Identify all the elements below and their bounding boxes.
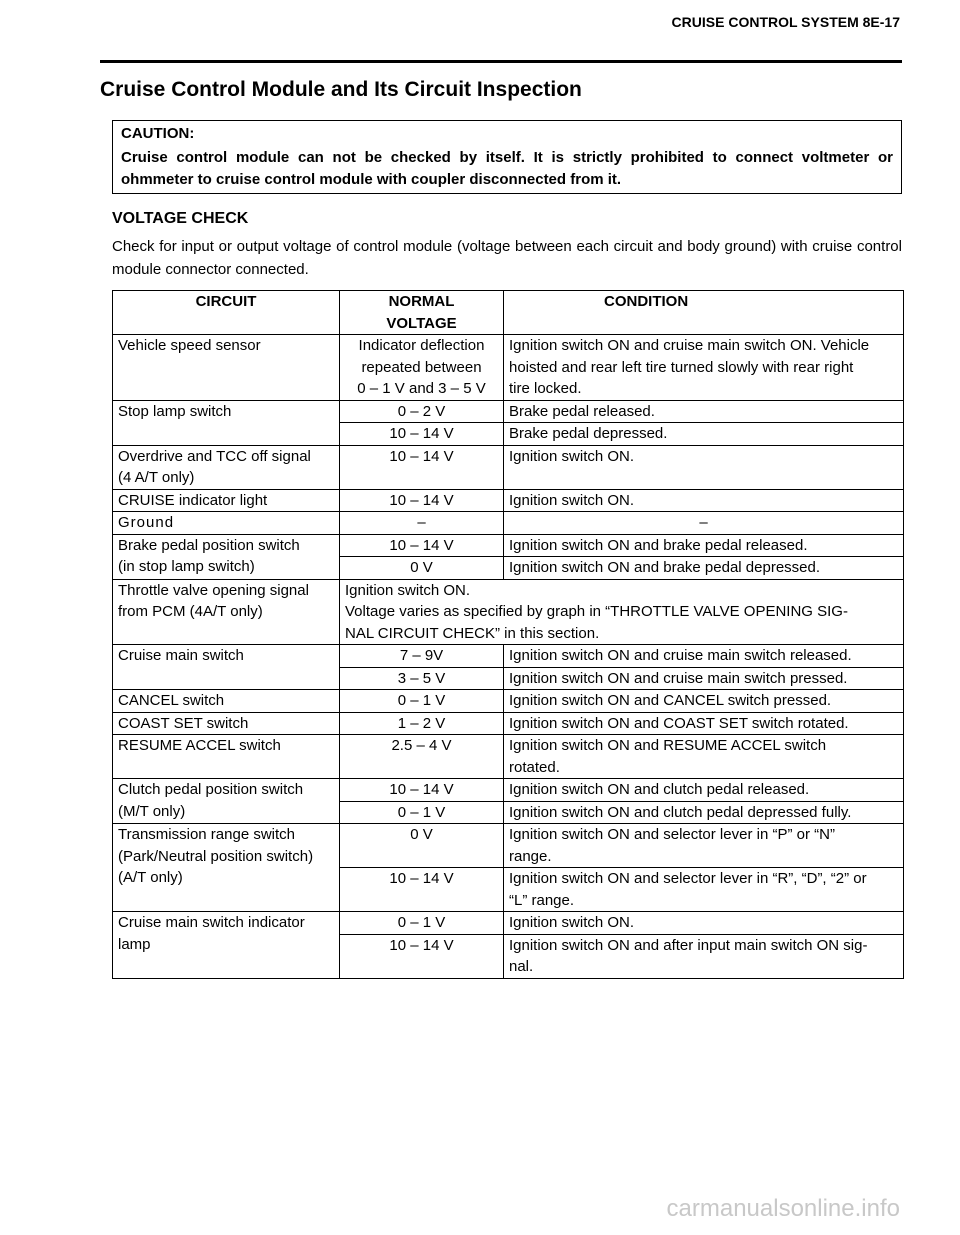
table-row <box>113 645 904 668</box>
voltage-table <box>112 290 904 979</box>
voltage-cell: 10 – 14 V <box>340 489 504 512</box>
circuit-cell: CRUISE indicator light <box>113 489 340 512</box>
condition-cell: Ignition switch ON. <box>504 489 904 512</box>
circuit-cell <box>113 579 340 645</box>
voltage-cell: 0 – 1 V <box>340 690 504 713</box>
condition-line: tire locked. <box>509 380 582 397</box>
voltage-cell: 0 – 1 V <box>340 801 504 824</box>
intro-text: Check for input or output voltage of control module (voltage between each circuit and body ground) with cruise control module connector connected. <box>112 238 902 278</box>
table-row <box>113 735 904 779</box>
circuit-cell: Ground <box>113 512 340 535</box>
page-header <box>100 14 902 63</box>
header-condition <box>504 291 904 335</box>
voltage-line: repeated between <box>361 358 482 376</box>
header-circuit-label: CIRCUIT <box>195 293 257 310</box>
circuit-line: (A/T only) <box>118 869 183 886</box>
header-text: CRUISE CONTROL SYSTEM 8E-17 <box>671 14 900 30</box>
table-row <box>113 445 904 489</box>
table-row <box>113 912 904 935</box>
circuit-cell: COAST SET switch <box>113 712 340 735</box>
table-row <box>113 335 904 401</box>
condition-cell <box>504 824 904 868</box>
circuit-line: from PCM (4A/T only) <box>118 603 263 620</box>
condition-cell <box>504 868 904 912</box>
condition-cell <box>340 579 904 645</box>
caution-title: CAUTION: <box>121 125 195 142</box>
circuit-cell: CANCEL switch <box>113 690 340 713</box>
condition-line: rotated. <box>509 758 560 776</box>
condition-line: Ignition switch ON and after input main switch ON sig- <box>509 936 868 954</box>
page-title: Cruise Control Module and Its Circuit Inspection <box>100 78 582 101</box>
voltage-line: 0 – 1 V and 3 – 5 V <box>357 380 486 397</box>
condition-cell <box>504 934 904 978</box>
condition-cell <box>504 335 904 401</box>
table-row <box>113 534 904 557</box>
condition-line: “L” range. <box>509 891 575 909</box>
voltage-cell <box>340 335 504 401</box>
condition-cell: Ignition switch ON and clutch pedal depressed fully. <box>504 801 904 824</box>
condition-line: Ignition switch ON and selector lever in “R”, “D”, “2” or <box>509 870 867 887</box>
condition-cell: Brake pedal depressed. <box>504 423 904 446</box>
circuit-line: Brake pedal position switch <box>118 536 300 554</box>
condition-cell: Ignition switch ON and clutch pedal released. <box>504 779 904 802</box>
condition-cell: Ignition switch ON and brake pedal released. <box>504 534 904 557</box>
condition-cell: Ignition switch ON and COAST SET switch rotated. <box>504 712 904 735</box>
circuit-cell <box>113 779 340 824</box>
header-condition-label: CONDITION <box>604 293 689 310</box>
voltage-cell: 0 V <box>340 824 504 868</box>
table-header-row <box>113 291 904 335</box>
voltage-cell: 10 – 14 V <box>340 423 504 446</box>
table-row <box>113 400 904 423</box>
header-voltage-line2: VOLTAGE <box>386 314 457 332</box>
circuit-cell <box>113 912 340 979</box>
voltage-cell: 7 – 9V <box>340 645 504 668</box>
circuit-line: Transmission range switch <box>118 826 296 843</box>
circuit-line: (4 A/T only) <box>118 469 195 486</box>
condition-line: Ignition switch ON and selector lever in “P” or “N” <box>509 826 835 843</box>
voltage-cell: 0 V <box>340 557 504 580</box>
voltage-cell: 10 – 14 V <box>340 868 504 912</box>
voltage-cell: 10 – 14 V <box>340 779 504 802</box>
circuit-cell: Vehicle speed sensor <box>113 335 340 401</box>
voltage-cell: – <box>340 512 504 535</box>
condition-line: nal. <box>509 958 534 975</box>
caution-text: Cruise control module can not be checked by itself. It is strictly prohibited to connect voltmeter or ohmmeter to cruise control module with coupler disconnected from it. <box>121 149 893 188</box>
voltage-cell: 0 – 2 V <box>340 400 504 423</box>
table-row <box>113 779 904 802</box>
condition-cell: Ignition switch ON. <box>504 912 904 935</box>
circuit-line: Overdrive and TCC off signal <box>118 447 311 465</box>
voltage-cell: 10 – 14 V <box>340 445 504 489</box>
voltage-cell: 3 – 5 V <box>340 667 504 690</box>
condition-line: Ignition switch ON. <box>345 581 471 599</box>
table-row <box>113 690 904 713</box>
circuit-line: Clutch pedal position switch <box>118 781 304 798</box>
table-row <box>113 489 904 512</box>
circuit-cell: RESUME ACCEL switch <box>113 735 340 779</box>
condition-line: NAL CIRCUIT CHECK” in this section. <box>345 624 600 642</box>
table-row <box>113 512 904 535</box>
condition-cell: Ignition switch ON. <box>504 445 904 489</box>
voltage-cell: 2.5 – 4 V <box>340 735 504 779</box>
circuit-line: (in stop lamp switch) <box>118 558 255 575</box>
condition-cell: Ignition switch ON and brake pedal depressed. <box>504 557 904 580</box>
table-row <box>113 824 904 868</box>
voltage-cell: 0 – 1 V <box>340 912 504 935</box>
condition-cell: Ignition switch ON and CANCEL switch pressed. <box>504 690 904 713</box>
voltage-cell: 10 – 14 V <box>340 934 504 978</box>
table-row <box>113 712 904 735</box>
circuit-cell: Cruise main switch <box>113 645 340 690</box>
condition-cell: Brake pedal released. <box>504 400 904 423</box>
condition-cell: – <box>504 512 904 535</box>
header-voltage <box>340 291 504 335</box>
watermark: carmanualsonline.info <box>666 1195 900 1222</box>
voltage-line: Indicator deflection <box>358 337 485 354</box>
circuit-line: lamp <box>118 935 151 953</box>
condition-line: hoisted and rear left tire turned slowly with rear right <box>509 358 854 376</box>
circuit-line: (Park/Neutral position switch) <box>118 847 314 865</box>
condition-line: range. <box>509 847 552 865</box>
condition-line: Ignition switch ON and cruise main switch ON. Vehicle <box>509 337 870 354</box>
condition-cell: Ignition switch ON and cruise main switch pressed. <box>504 667 904 690</box>
section-title: VOLTAGE CHECK <box>112 210 249 227</box>
voltage-cell: 10 – 14 V <box>340 534 504 557</box>
circuit-cell <box>113 534 340 579</box>
condition-cell: Ignition switch ON and cruise main switch released. <box>504 645 904 668</box>
condition-cell <box>504 735 904 779</box>
table-row <box>113 579 904 645</box>
voltage-cell: 1 – 2 V <box>340 712 504 735</box>
circuit-line: (M/T only) <box>118 802 186 820</box>
circuit-line: Cruise main switch indicator <box>118 914 305 931</box>
condition-line: Voltage varies as specified by graph in “THROTTLE VALVE OPENING SIG- <box>345 603 848 620</box>
header-voltage-line1: NORMAL <box>388 293 455 310</box>
condition-line: Ignition switch ON and RESUME ACCEL switch <box>509 737 827 754</box>
header-circuit <box>113 291 340 335</box>
caution-box <box>112 120 902 194</box>
circuit-line: Throttle valve opening signal <box>118 581 309 599</box>
circuit-cell: Stop lamp switch <box>113 400 340 445</box>
circuit-cell <box>113 824 340 912</box>
circuit-cell <box>113 445 340 489</box>
